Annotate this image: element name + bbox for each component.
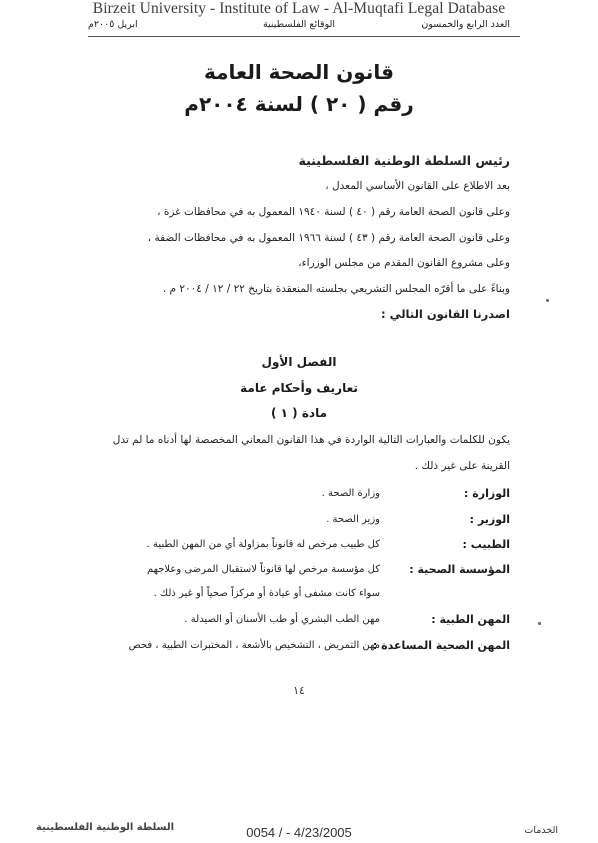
preamble-line: وعلى مشروع القانون المقدم من مجلس الوزراء، [298,257,510,269]
article-intro-line: يكون للكلمات والعبارات التالية الواردة في هذا القانون المعاني المخصصة لها أدناه ما لم تدل [112,434,510,446]
article-intro-line: القرينة على غير ذلك . [414,460,510,472]
chapter-title: الفصل الأول [261,355,337,369]
definition-term: المهن الطبية : [431,613,510,626]
definition-text: مهن التمريض ، التشخيص بالأشعة ، المختبرات الطبية ، فحص [128,640,380,651]
preamble-line: وبناءً على ما أقرّه المجلس التشريعي بجلسته المنعقدة بتاريخ ٢٢ / ١٢ / ٢٠٠٤ م . [162,283,510,295]
preamble-heading: رئيس السلطة الوطنية الفلسطينية [298,153,510,168]
scan-speck [546,299,549,302]
article-number: مادة ( ١ ) [270,406,328,420]
scan-speck [538,622,541,625]
definition-term: الطبيب : [462,538,510,551]
issued-statement: اصدرنا القانون التالي : [381,307,510,321]
header-issue: العدد الرابع والخمسون [421,19,510,30]
footer-services: الخدمات [524,825,558,836]
preamble-line: بعد الاطلاع على القانون الأساسي المعدل ، [325,180,510,192]
page-number: ١٤ [293,684,305,697]
footer-document-id: 0054 / - 4/23/2005 [246,825,352,840]
definition-term: المهن الصحية المساعدة : [372,639,510,652]
header-gazette: الوقائع الفلسطينية [262,19,336,30]
header-rule [88,36,520,37]
definition-text: كل طبيب مرخص له قانوناً بمزاولة أي من المهن الطبية . [146,539,380,550]
header-date: ابريل ٢٠٠٥م [88,19,138,30]
preamble-line: وعلى قانون الصحة العامة رقم ( ٤٣ ) لسنة ١٩٦٦ المعمول به في محافظات الضفة ، [147,232,510,244]
preamble-line: وعلى قانون الصحة العامة رقم ( ٤٠ ) لسنة ١٩٤٠ المعمول به في محافظات غزة ، [157,206,510,218]
chapter-subtitle: تعاريف وأحكام عامة [240,381,358,395]
definition-text: مهن الطب البشري أو طب الأسنان أو الصيدلة . [184,614,380,625]
definition-term: الوزارة : [464,487,510,500]
definition-term: المؤسسة الصحية : [409,563,510,576]
footer-authority-stamp: السلطة الوطنية الفلسطينية [36,822,174,833]
definition-text: وزير الصحة . [326,514,380,525]
law-title: قانون الصحة العامة [204,60,394,84]
definition-text: وزارة الصحة . [321,488,380,499]
law-number: رقم ( ٢٠ ) لسنة ٢٠٠٤م [184,92,414,116]
definition-term: الوزير : [469,513,510,526]
database-banner: Birzeit University - Institute of Law - Al-Muqtafi Legal Database [92,0,506,17]
definition-text: كل مؤسسة مرخص لها قانوناً لاستقبال المرضى وعلاجهم [146,564,380,575]
definition-text: سواء كانت مشفى أو عيادة أو مركزاً صحياً أو غير ذلك . [153,588,380,599]
